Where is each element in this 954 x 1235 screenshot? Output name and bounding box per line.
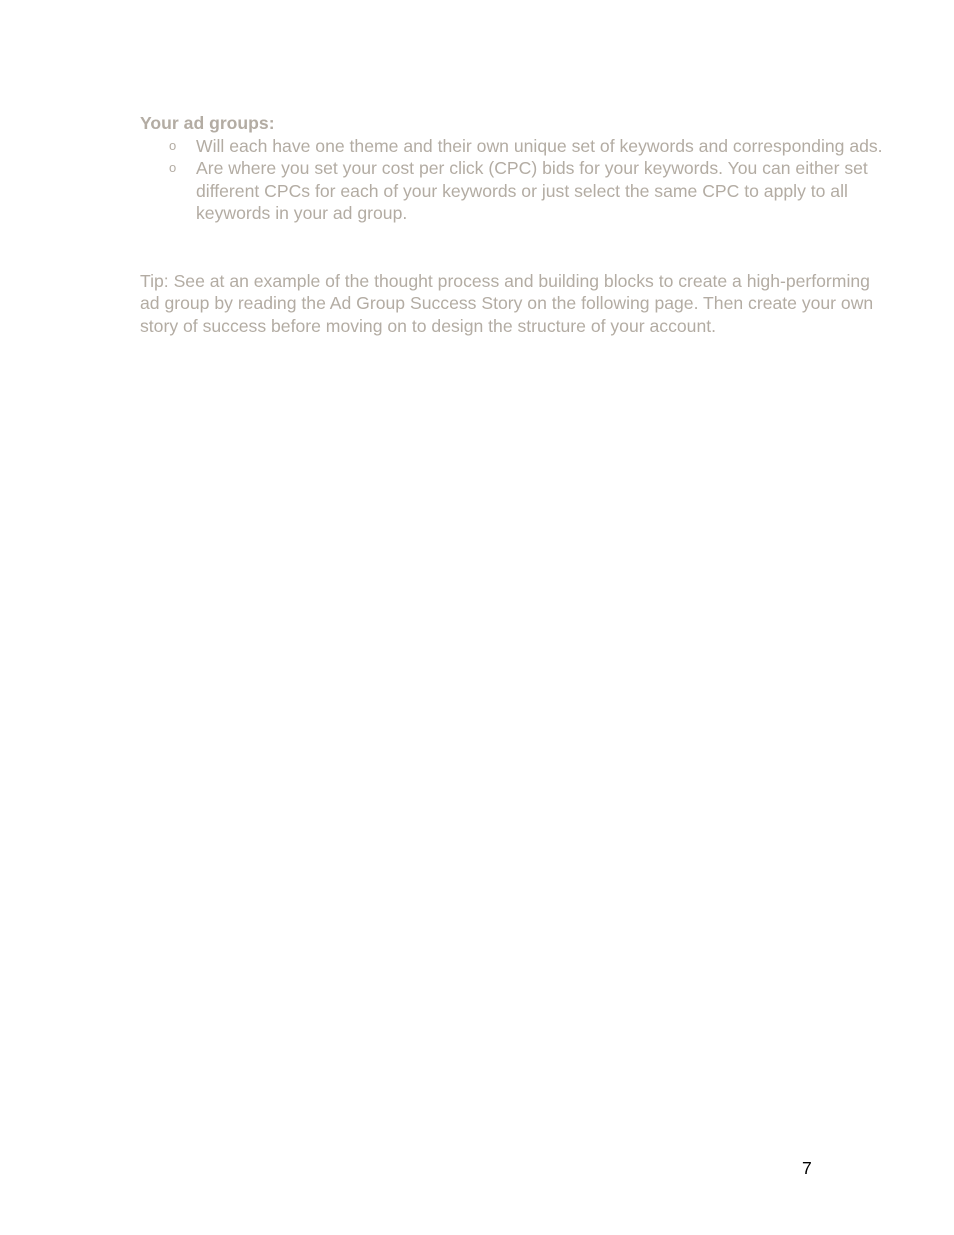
ad-group-bullet-list	[140, 135, 885, 225]
list-item-text: Will each have one theme and their own unique set of keywords and corresponding ads.	[196, 135, 883, 156]
list-item-text: Are where you set your cost per click (CPC) bids for your keywords. You can either set different CPCs for each of your keywords or just select the same CPC to apply to all keywords in your ad group.	[196, 158, 868, 223]
page-content	[140, 112, 885, 337]
hollow-bullet-icon: o	[169, 137, 177, 153]
list-item	[140, 157, 885, 225]
page-number: 7	[802, 1158, 812, 1178]
section-heading: Your ad groups:	[140, 113, 275, 133]
tip-paragraph: Tip: See at an example of the thought process and building blocks to create a high-performing ad group by reading the Ad Group Success Story on the following page. Then create your own story of success before moving on to design the structure of your account.	[140, 270, 874, 336]
hollow-bullet-icon: o	[169, 160, 177, 175]
list-item	[140, 135, 885, 158]
